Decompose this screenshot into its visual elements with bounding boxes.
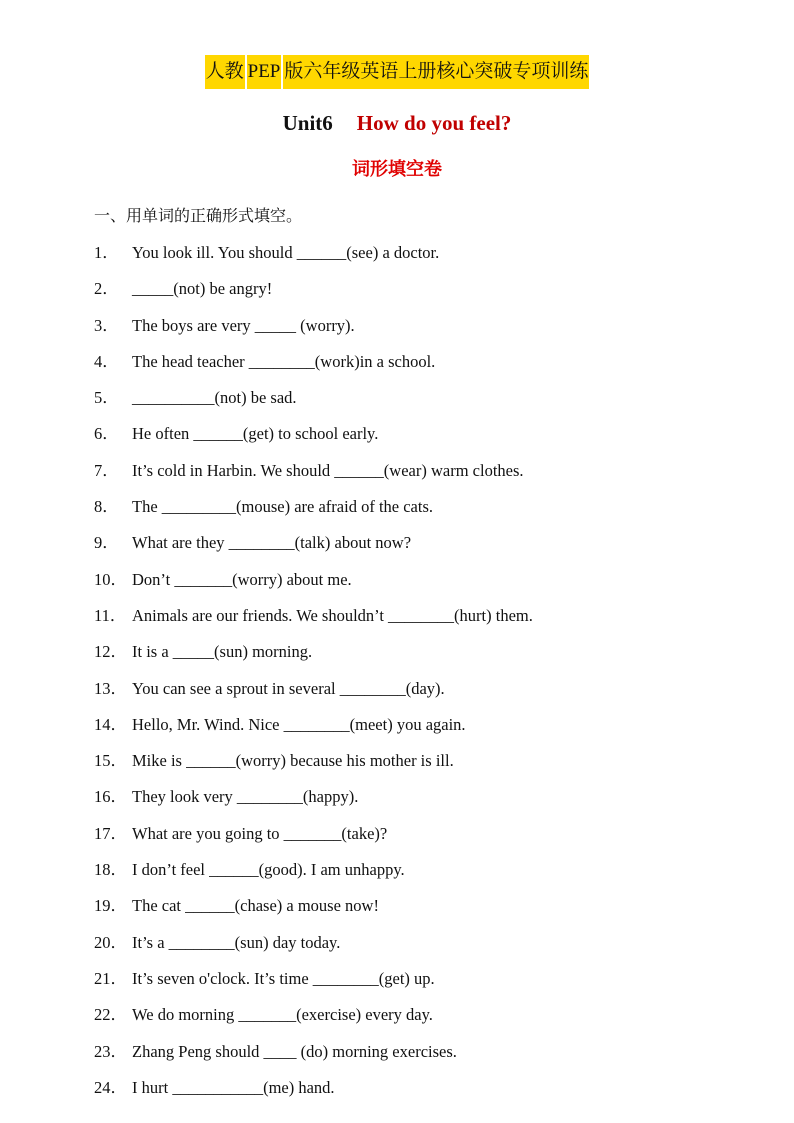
series-banner [0,55,794,89]
question-item [0,528,794,564]
banner-publisher: 人教 [205,55,245,89]
question-number: 4． [94,351,119,371]
question-text: They look very ________(happy). [132,787,359,807]
question-number: 7． [94,460,119,480]
question-text: We do morning _______(exercise) every day. [132,1005,433,1025]
question-item [0,347,794,383]
unit-name: How do you feel? [356,111,512,135]
question-item [0,492,794,528]
question-text: You can see a sprout in several ________(day). [132,678,445,698]
question-item [0,710,794,746]
question-text: The _________(mouse) are afraid of the cats. [132,497,434,517]
unit-title [0,107,794,139]
question-item [0,565,794,601]
question-number: 22． [94,1005,127,1025]
question-number: 9． [94,533,119,553]
question-item [0,1037,794,1073]
question-text: What are they ________(talk) about now? [132,533,412,553]
question-number: 16． [94,787,127,807]
question-text: Mike is ______(worry) because his mother is ill. [132,751,454,771]
question-item [0,1073,794,1109]
question-item [0,964,794,1000]
question-text: You look ill. You should ______(see) a doctor. [132,243,440,262]
unit-number: Unit6 [282,111,333,135]
question-item [0,674,794,710]
question-text: I don’t feel ______(good). I am unhappy. [132,860,405,880]
question-number: 11． [94,605,127,625]
question-text: What are you going to _______(take)? [132,823,388,843]
question-item [0,419,794,455]
question-item [0,238,794,274]
question-list [0,238,794,1109]
question-number: 3． [94,315,119,335]
question-number: 14． [94,714,127,734]
question-item [0,891,794,927]
question-text: The cat ______(chase) a mouse now! [132,896,379,916]
banner-edition: PEP [247,55,282,89]
banner-series: 版六年级英语上册核心突破专项训练 [283,55,589,89]
question-item [0,1000,794,1036]
question-item [0,456,794,492]
question-item [0,383,794,419]
question-text: Animals are our friends. We shouldn’t ________(hurt) them. [132,605,533,625]
question-number: 17． [94,823,127,843]
question-number: 10． [94,569,127,589]
question-text: Zhang Peng should ____ (do) morning exercises. [132,1041,457,1061]
question-item [0,311,794,347]
question-text: I hurt ___________(me) hand. [132,1077,335,1097]
question-item [0,746,794,782]
question-text: __________(not) be sad. [132,388,297,408]
question-item [0,819,794,855]
question-number: 15． [94,751,127,771]
question-item [0,274,794,310]
question-number: 8． [94,497,119,517]
question-text: Hello, Mr. Wind. Nice ________(meet) you again. [132,714,466,734]
question-text: He often ______(get) to school early. [132,424,379,444]
question-number: 2． [94,279,119,299]
question-number: 24． [94,1077,127,1097]
question-text: It’s seven o'clock. It’s time ________(get) up. [132,968,435,988]
question-text: The head teacher ________(work)in a school. [132,351,436,371]
question-number: 19． [94,896,127,916]
question-number: 20． [94,932,127,952]
question-number: 12． [94,642,127,662]
question-item [0,782,794,818]
question-number: 13． [94,678,127,698]
question-item [0,855,794,891]
question-text: It is a _____(sun) morning. [132,642,313,662]
question-number: 5． [94,388,119,408]
question-text: _____(not) be angry! [132,279,273,299]
question-text: The boys are very _____ (worry). [132,315,355,335]
worksheet-subtitle: 词形填空卷 [352,159,442,180]
question-number: 18． [94,860,127,880]
question-item [0,601,794,637]
section-heading: 一、用单词的正确形式填空。 [94,206,303,225]
question-number: 21． [94,968,127,988]
question-number: 6． [94,424,119,444]
question-number: 23． [94,1041,127,1061]
question-item [0,928,794,964]
question-text: Don’t _______(worry) about me. [132,569,352,589]
question-item [0,637,794,673]
question-number: 1． [94,243,119,262]
question-text: It’s a ________(sun) day today. [132,932,341,952]
question-text: It’s cold in Harbin. We should ______(wear) warm clothes. [132,460,524,480]
